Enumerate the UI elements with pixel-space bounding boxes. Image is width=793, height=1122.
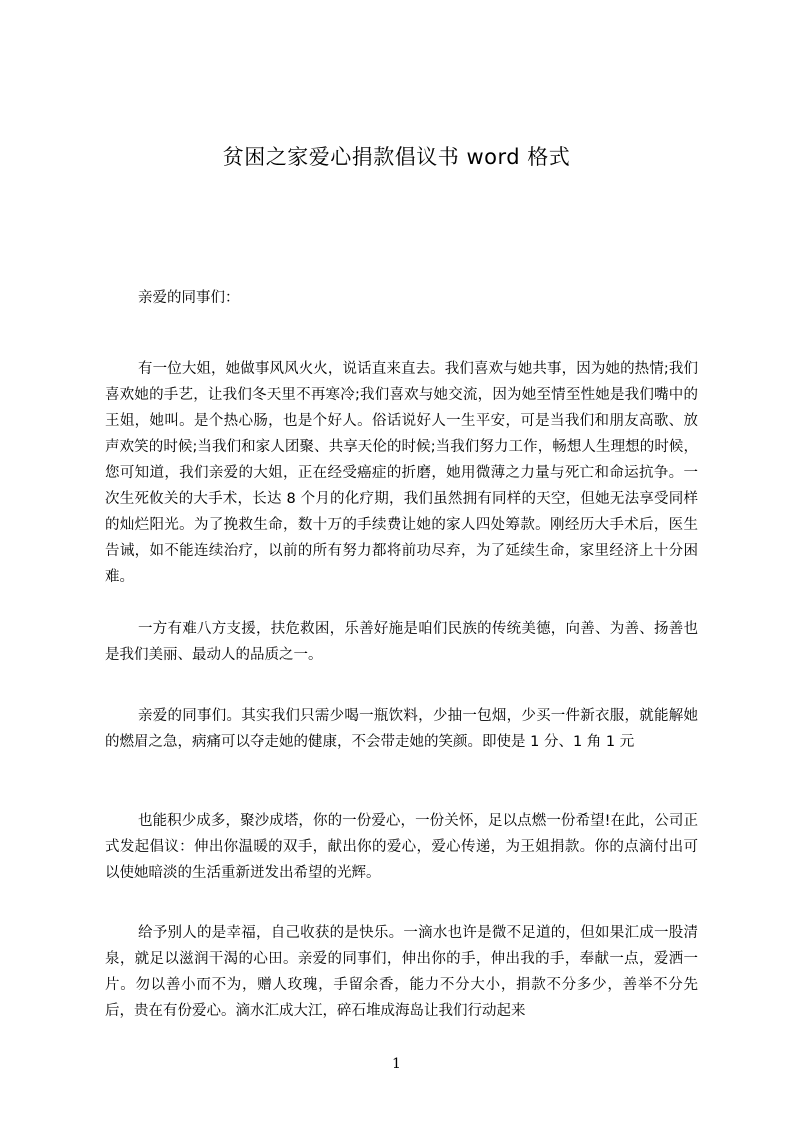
document-title: 贫困之家爱心捐款倡议书 word 格式 <box>222 145 571 169</box>
page-number: 1 <box>392 1056 401 1072</box>
paragraph-5: 给予别人的是幸福，自己收获的是快乐。一滴水也许是微不足道的，但如果汇成一股清泉，就足以滋润干渴的心田。亲爱的同事们，伸出你的手，伸出我的手，奉献一点，爱洒一片。勿以善小而不为，赠人玫瑰，手留余香，能力不分大小，捐款不分多少，善举不分先后，贵在有份爱心。滴水汇成大江，碎石堆成海岛让我们行动起来 <box>105 924 698 1019</box>
paragraph-4: 也能积少成多，聚沙成塔，你的一份爱心，一份关怀，足以点燃一份希望!在此，公司正式发起倡议：伸出你温暖的双手，献出你的爱心，爱心传递，为王姐捐款。你的点滴付出可以使她暗淡的生活重新迸发出希望的光辉。 <box>105 812 698 881</box>
paragraph-2: 一方有难八方支援，扶危救困，乐善好施是咱们民族的传统美德，向善、为善、扬善也是我们美丽、最动人的品质之一。 <box>105 620 698 663</box>
paragraph-1: 有一位大姐，她做事风风火火，说话直来直去。我们喜欢与她共事，因为她的热情;我们喜欢她的手艺，让我们冬天里不再寒冷;我们喜欢与她交流，因为她至情至性她是我们嘴中的王姐，她叫。是个热心肠，也是个好人。俗话说好人一生平安，可是当我们和朋友高歌、放声欢笑的时候;当我们和家人团聚、共享天伦的时候;当我们努力工作，畅想人生理想的时候，您可知道，我们亲爱的大姐，正在经受癌症的折磨，她用微薄之力量与死亡和命运抗争。一次生死攸关的大手术，长达 8 个月的化疗期，我们虽然拥有同样的天空，但她无法享受同样的灿烂阳光。为了挽救生命，数十万的手续费让她的家人四处筹款。刚经历大手术后，医生告诫，如不能连续治疗，以前的所有努力都将前功尽弃，为了延续生命，家里经济上十分困难。 <box>105 360 698 585</box>
salutation: 亲爱的同事们： <box>138 290 240 306</box>
paragraph-3: 亲爱的同事们。其实我们只需少喝一瓶饮料，少抽一包烟，少买一件新衣服，就能解她的燃眉之急，病痛可以夺走她的健康，不会带走她的笑颜。即使是 1 分、1 角 1 元 <box>105 707 698 750</box>
